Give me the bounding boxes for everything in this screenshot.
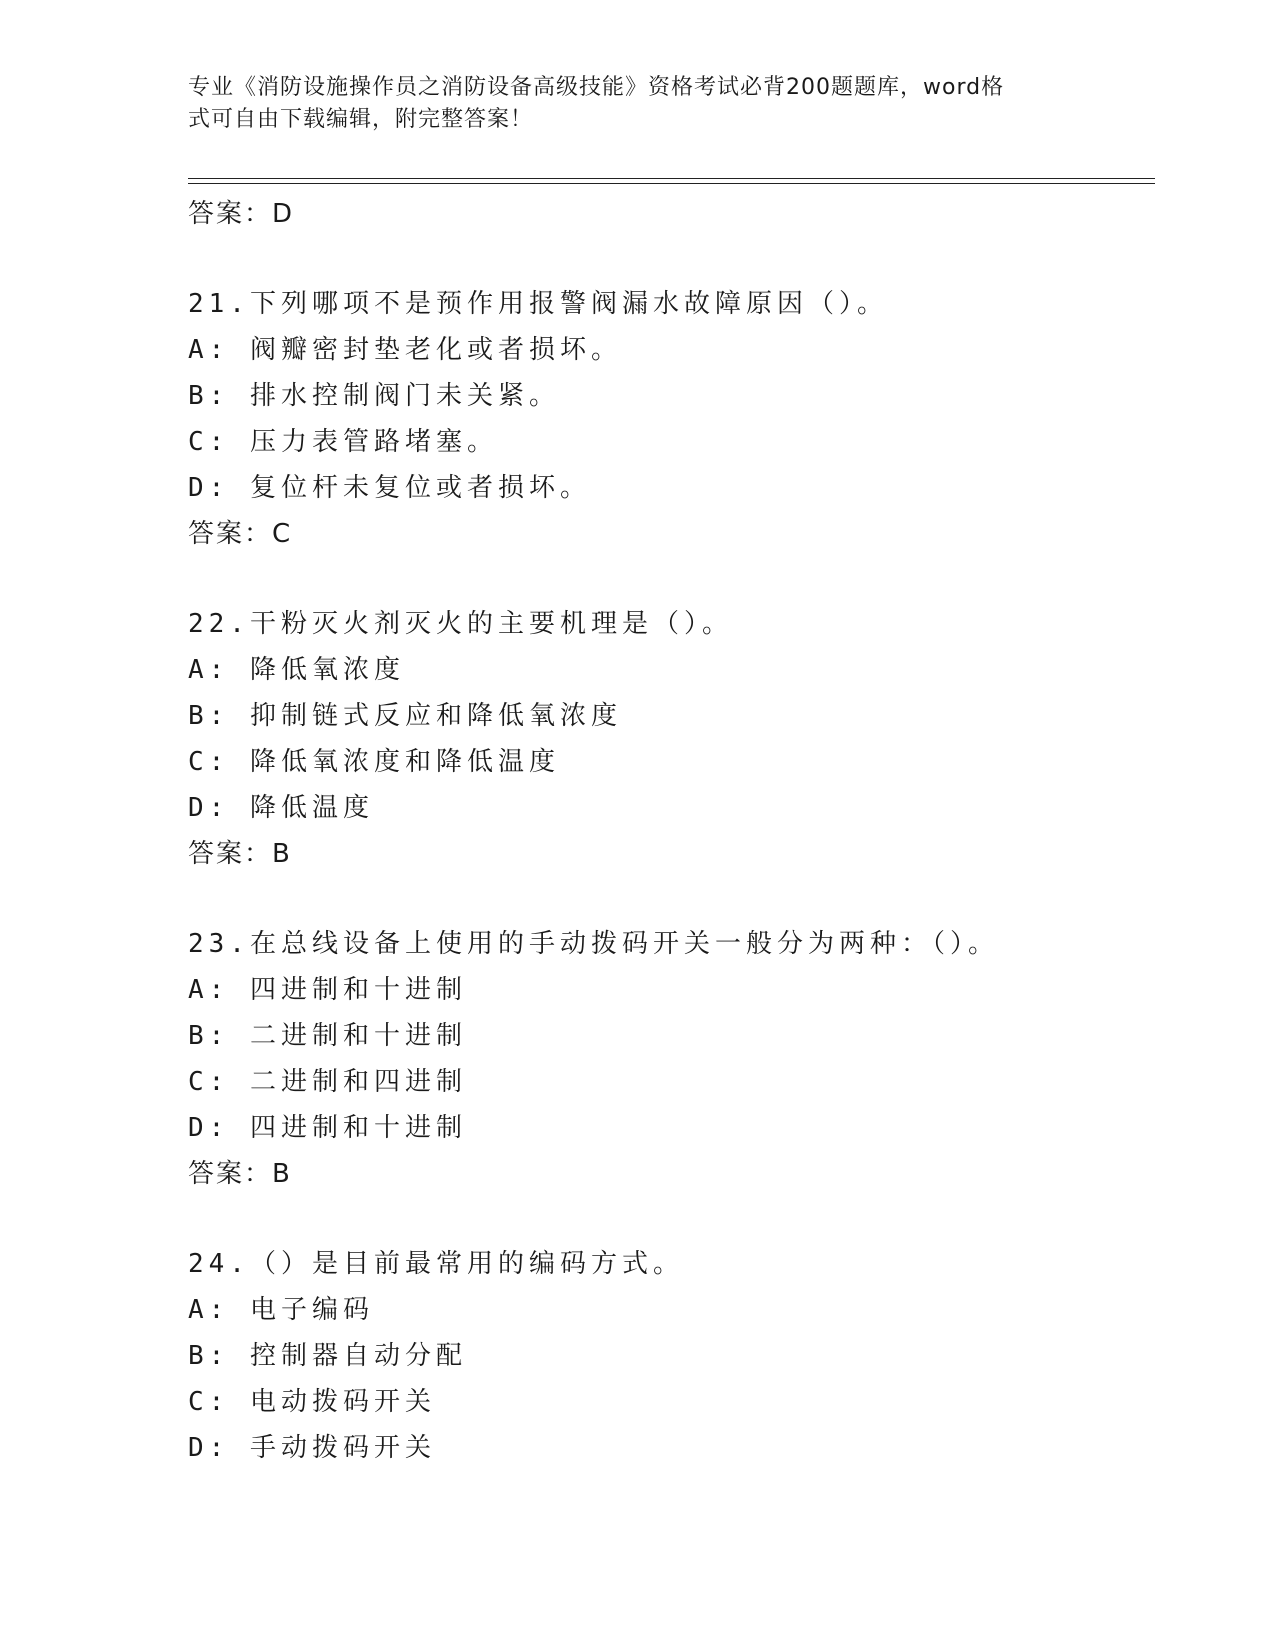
- option-d: D: 复位杆未复位或者损坏。: [188, 473, 591, 503]
- option-b: B: 控制器自动分配: [188, 1341, 467, 1371]
- question-list: [188, 191, 1148, 1471]
- option-a: A: 阀瓣密封垫老化或者损坏。: [188, 335, 622, 365]
- option-b: B: 抑制链式反应和降低氧浓度: [188, 701, 622, 731]
- option-c: C: 降低氧浓度和降低温度: [188, 747, 560, 777]
- header-line-1: 专业《消防设施操作员之消防设备高级技能》资格考试必背200题题库，word格: [188, 75, 1005, 100]
- option-a: A: 电子编码: [188, 1295, 374, 1325]
- option-c: C: 压力表管路堵塞。: [188, 427, 498, 457]
- option-a: A: 降低氧浓度: [188, 655, 405, 685]
- answer-line: 答案：D: [188, 199, 295, 229]
- question-24: [188, 1241, 1148, 1471]
- question-23: [188, 921, 1148, 1197]
- question-stem: 23.在总线设备上使用的手动拨码开关一般分为两种：（）。: [188, 929, 999, 959]
- question-stem: 22.干粉灭火剂灭火的主要机理是（）。: [188, 609, 733, 639]
- header-divider-top: [188, 178, 1155, 179]
- answer-line: 答案：B: [188, 839, 292, 869]
- answer-line: 答案：B: [188, 1159, 292, 1189]
- answer-line: 答案：C: [188, 519, 293, 549]
- option-b: B: 排水控制阀门未关紧。: [188, 381, 560, 411]
- option-c: C: 二进制和四进制: [188, 1067, 467, 1097]
- option-a: A: 四进制和十进制: [188, 975, 467, 1005]
- header-line-2: 式可自由下载编辑，附完整答案！: [188, 107, 534, 132]
- option-b: B: 二进制和十进制: [188, 1021, 467, 1051]
- option-c: C: 电动拨码开关: [188, 1387, 436, 1417]
- question-22: [188, 601, 1148, 877]
- header-divider-bottom: [188, 183, 1155, 184]
- question-stem: 21.下列哪项不是预作用报警阀漏水故障原因（）。: [188, 289, 888, 319]
- option-d: D: 手动拨码开关: [188, 1433, 436, 1463]
- question-stem: 24.（）是目前最常用的编码方式。: [188, 1249, 684, 1279]
- question-21: [188, 281, 1148, 557]
- option-d: D: 四进制和十进制: [188, 1113, 467, 1143]
- document-header: [188, 72, 1068, 136]
- option-d: D: 降低温度: [188, 793, 374, 823]
